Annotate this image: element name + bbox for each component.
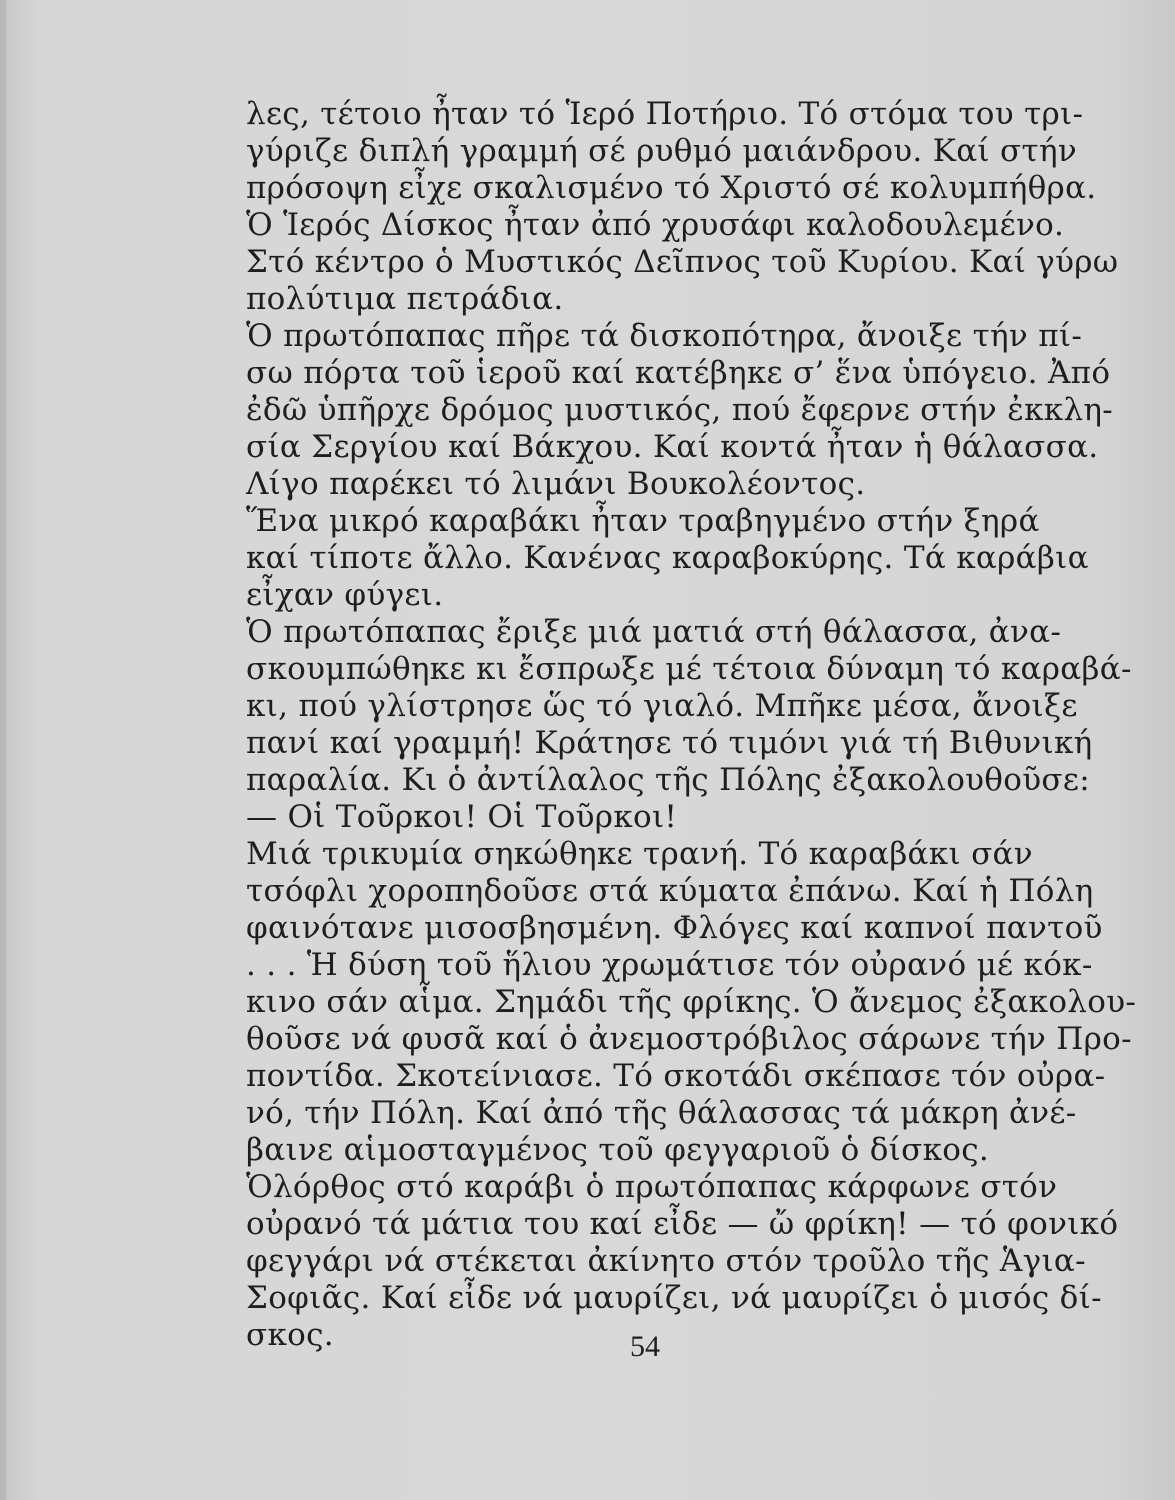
text-line: φεγγάρι νά στέκεται ἀκίνητο στόν τροῦλο τῆς Ἁγια- [246,1243,1086,1279]
text-line: γύριζε διπλή γραμμή σέ ρυθμό μαιάνδρου. Καί στήν [246,133,1077,169]
text-line: σκουμπώθηκε κι ἔσπρωξε μέ τέτοια δύναμη τό καραβά- [246,651,1132,687]
text-line: Ὁ πρωτόπαπας πῆρε τά δισκοπότηρα, ἄνοιξε τήν πί- [246,318,1083,354]
text-line: σκος. [246,1317,334,1353]
text-line: Στό κέντρο ὁ Μυστικός Δεῖπνος τοῦ Κυρίου. Καί γύρω [246,244,1119,280]
page-number: 54 [630,1330,660,1363]
text-line: . . . Ἡ δύση τοῦ ἥλιου χρωμάτισε τόν οὐρανό μέ κόκ- [246,947,1093,983]
text-line: θοῦσε νά φυσᾶ καί ὁ ἀνεμοστρόβιλος σάρωνε τήν Προ- [246,1021,1132,1057]
text-line: Μιά τρικυμία σηκώθηκε τρανή. Τό καραβάκι σάν [246,836,1033,872]
text-line: Ἕνα μικρό καραβάκι ἦταν τραβηγμένο στήν ξηρά [246,503,1040,539]
text-line: πρόσοψη εἶχε σκαλισμένο τό Χριστό σέ κολυμπήθρα. [246,170,1097,206]
text-line: λες, τέτοιο ἦταν τό Ἱερό Ποτήριο. Τό στόμα του τρι- [246,96,1084,132]
text-line: — Οἱ Τοῦρκοι! Οἱ Τοῦρκοι! [246,799,678,835]
scan-edge [0,0,6,1500]
text-line: Σοφιᾶς. Καί εἶδε νά μαυρίζει, νά μαυρίζει ὁ μισός δί- [246,1280,1102,1316]
text-line: παραλία. Κι ὁ ἀντίλαλος τῆς Πόλης ἐξακολουθοῦσε: [246,762,1090,798]
text-line: εἶχαν φύγει. [246,577,444,613]
text-line: τσόφλι χοροπηδοῦσε στά κύματα ἐπάνω. Καί ἡ Πόλη [246,873,1094,909]
text-line: κινο σάν αἷμα. Σημάδι τῆς φρίκης. Ὁ ἄνεμος ἐξακολου- [246,984,1137,1020]
text-line: πανί καί γραμμή! Κράτησε τό τιμόνι γιά τή Βιθυνική [246,725,1093,761]
text-line: Ὁ Ἱερός Δίσκος ἦταν ἀπό χρυσάφι καλοδουλεμένο. [246,207,1065,243]
text-line: νό, τήν Πόλη. Καί ἀπό τῆς θάλασσας τά μάκρη ἀνέ- [246,1095,1077,1131]
text-line: ποντίδα. Σκοτείνιασε. Τό σκοτάδι σκέπασε τόν οὐρα- [246,1058,1106,1094]
text-line: ἐδῶ ὑπῆρχε δρόμος μυστικός, πού ἔφερνε στήν ἐκκλη- [246,392,1114,428]
text-line: πολύτιμα πετράδια. [246,281,564,317]
text-line: καί τίποτε ἄλλο. Κανένας καραβοκύρης. Τά καράβια [246,540,1089,576]
text-line: φαινότανε μισοσβησμένη. Φλόγες καί καπνοί παντοῦ [246,910,1103,946]
text-line: βαινε αἱμοσταγμένος τοῦ φεγγαριοῦ ὁ δίσκος. [246,1132,990,1168]
text-line: σω πόρτα τοῦ ἱεροῦ καί κατέβηκε σ’ ἕνα ὑπόγειο. Ἀπό [246,355,1111,391]
text-line: Λίγο παρέκει τό λιμάνι Βουκολέοντος. [246,466,866,502]
text-line: κι, πού γλίστρησε ὥς τό γιαλό. Μπῆκε μέσα, ἄνοιξε [246,688,1078,724]
text-line: Ὁλόρθος στό καράβι ὁ πρωτόπαπας κάρφωνε στόν [246,1169,1058,1205]
text-line: Ὁ πρωτόπαπας ἔριξε μιά ματιά στή θάλασσα, ἀνα- [246,614,1062,650]
text-line: σία Σεργίου καί Βάκχου. Καί κοντά ἦταν ἡ θάλασσα. [246,429,1099,465]
text-line: οὐρανό τά μάτια του καί εἶδε — ὤ φρίκη! — τό φονικό [246,1206,1119,1242]
